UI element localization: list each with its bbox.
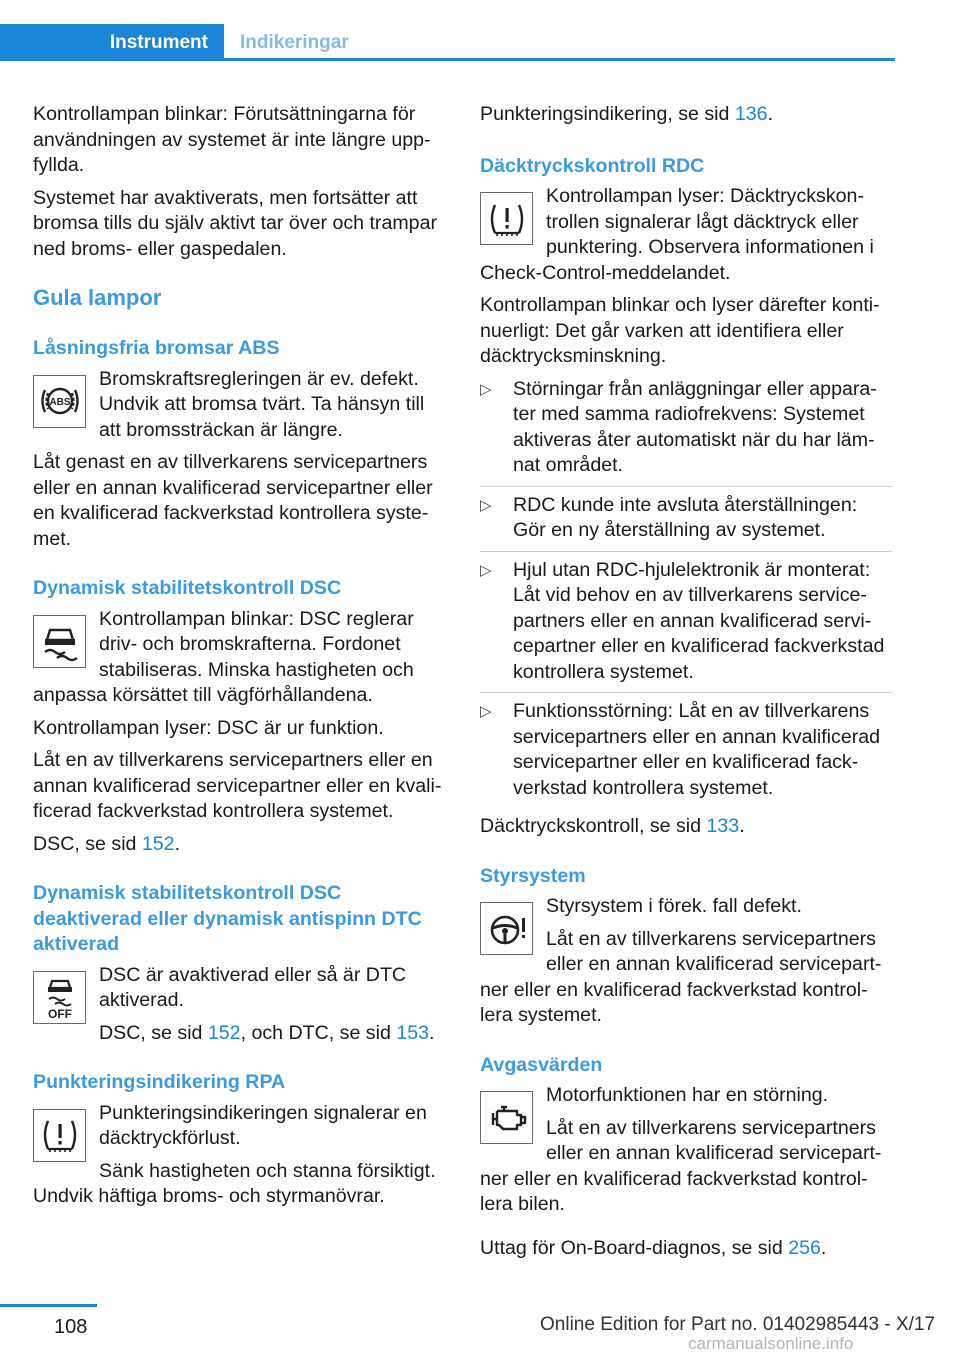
paragraph: Motorfunktionen har en störning.	[546, 1084, 829, 1106]
obd-reference: Uttag för On-Board-diagnos, se sid 256.	[480, 1236, 827, 1259]
footer-rule	[0, 1304, 97, 1307]
watermark: carmanualsonline.info	[688, 1334, 854, 1353]
tire-pressure-warning-icon	[33, 1109, 86, 1162]
paragraph: Kontrollampan blinkar: DSC reglerar driv- och bromskrafterna. Fordonet stabiliseras. Minska hastigheten och anpassa körsättet till vägförhållandena.	[33, 607, 414, 706]
svg-text:OFF: OFF	[47, 1007, 72, 1020]
steering-heading: Styrsystem	[480, 864, 586, 887]
tab-instrument[interactable]: Instrument	[0, 24, 224, 61]
dsc-page-link[interactable]: 152	[141, 832, 175, 855]
page-number: 108	[54, 1316, 88, 1338]
obd-page-link[interactable]: 256	[788, 1236, 821, 1259]
tab-indikeringar[interactable]: Indikeringar	[240, 32, 349, 53]
tire-pressure-warning-icon	[480, 192, 533, 245]
paragraph: Punkteringsindikeringen signalerar en däcktryckförlust.	[99, 1101, 427, 1149]
paragraph: Systemet har avaktiverats, men fortsätter att bromsa tills du själv aktivt tar över och trampar ned broms- eller gaspedalen.	[33, 186, 437, 260]
tab-underline	[224, 58, 895, 61]
rpa-page-link[interactable]: 136	[734, 103, 768, 125]
left-column	[33, 102, 448, 1217]
paragraph: Låt en av tillverkarens servicepartners eller en annan kvalificerad servicepartner eller en kvalificerad fackverkstad kontrollera systemet.	[33, 749, 442, 822]
rpa-heading: Punkteringsindikering RPA	[33, 1071, 286, 1093]
rdc-page-link[interactable]: 133	[706, 815, 740, 837]
dtc-heading: Dynamisk stabilitetskontroll DSC deaktiverad eller dynamisk antispinn DTC aktiverad	[33, 882, 422, 955]
list-item: ▷ Hjul utan RDC-hjulelektronik är monterat: Låt vid behov en av tillverkarens servicepartners eller en annan kvalificerad servicepartner eller en kvalificerad fackverkstad kontrollera systemet.	[480, 558, 892, 694]
rdc-heading: Däcktryckskontroll RDC	[480, 154, 705, 177]
rdc-reference: Däcktryckskontroll, se sid 133.	[480, 815, 745, 837]
engine-check-icon	[480, 1091, 533, 1144]
dsc-reference: DSC, se sid 152.	[33, 832, 181, 855]
list-item: ▷ Funktionsstörning: Låt en av tillverkarens servicepartners eller en annan kvalificerad servicepartner eller en kvalificerad fackverkstad kontrollera systemet.	[480, 699, 892, 808]
paragraph: DSC är avaktiverad eller så är DTC aktiverad.	[99, 963, 407, 1011]
paragraph: Kontrollampan lyser: Däcktryckskontrollen signalerar lågt däcktryck eller punktering. Observera informationen i Check-Control-meddelandet.	[480, 185, 874, 284]
right-column	[480, 102, 892, 1268]
list-item: ▷ RDC kunde inte avsluta återställningen: Gör en ny återställning av systemet.	[480, 493, 892, 552]
paragraph: Låt genast en av tillverkarens servicepartners eller en annan kvalificerad servicepartner eller en kvalificerad fackverkstad kontrollera systemet.	[33, 451, 433, 550]
steering-wheel-warning-icon	[480, 902, 533, 955]
abs-heading: Låsningsfria bromsar ABS	[33, 337, 280, 359]
paragraph: Bromskraftsregleringen är ev. defekt. Undvik att bromsa tvärt. Ta hänsyn till att bromssträckan är längre.	[99, 367, 425, 441]
paragraph: Kontrollampan lyser: DSC är ur funktion.	[33, 716, 384, 739]
dsc-heading: Dynamisk stabilitetskontroll DSC	[33, 577, 342, 599]
svg-text:ABS: ABS	[48, 397, 71, 408]
dsc-car-skid-icon	[33, 615, 86, 668]
paragraph: Sänk hastigheten och stanna försiktigt. Undvik häftiga broms- och styrmanövrar.	[33, 1159, 436, 1207]
list-item: ▷ Störningar från anläggningar eller apparater med samma radiofrekvens: Systemet aktiveras åter automatiskt när du har lämnat området.	[480, 377, 892, 487]
paragraph: Låt en av tillverkarens servicepartners eller en annan kvalificerad servicepartner eller en kvalificerad fackverkstad kontrollera bilen.	[480, 1116, 882, 1215]
paragraph: Styrsystem i förek. fall defekt.	[546, 895, 802, 917]
header-tabs	[0, 24, 895, 61]
emissions-heading: Avgasvärden	[480, 1053, 603, 1076]
dtc-page-link[interactable]: 153	[396, 1021, 430, 1044]
paragraph: Kontrollampan blinkar och lyser därefter kontinuerligt: Det går varken att identifiera eller däcktrycksminskning.	[480, 294, 880, 367]
dtc-reference: DSC, se sid 152, och DTC, se sid 153.	[99, 1021, 435, 1044]
dsc-off-icon	[33, 971, 86, 1024]
dsc-page-link[interactable]: 152	[207, 1021, 241, 1044]
rpa-reference: Punkteringsindikering, se sid 136.	[480, 103, 774, 125]
edition-note: Online Edition for Part no. 01402985443 - X/17	[540, 1314, 936, 1335]
abs-warning-icon	[33, 375, 86, 428]
section-heading-yellow-lamps: Gula lampor	[33, 285, 162, 310]
rdc-cause-list	[480, 377, 892, 809]
paragraph: Kontrollampan blinkar: Förutsättningarna för användningen av systemet är inte längre uppfyllda.	[33, 103, 431, 176]
paragraph: Låt en av tillverkarens servicepartners eller en annan kvalificerad servicepartner eller en kvalificerad fackverkstad kontrollera systemet.	[480, 927, 882, 1026]
